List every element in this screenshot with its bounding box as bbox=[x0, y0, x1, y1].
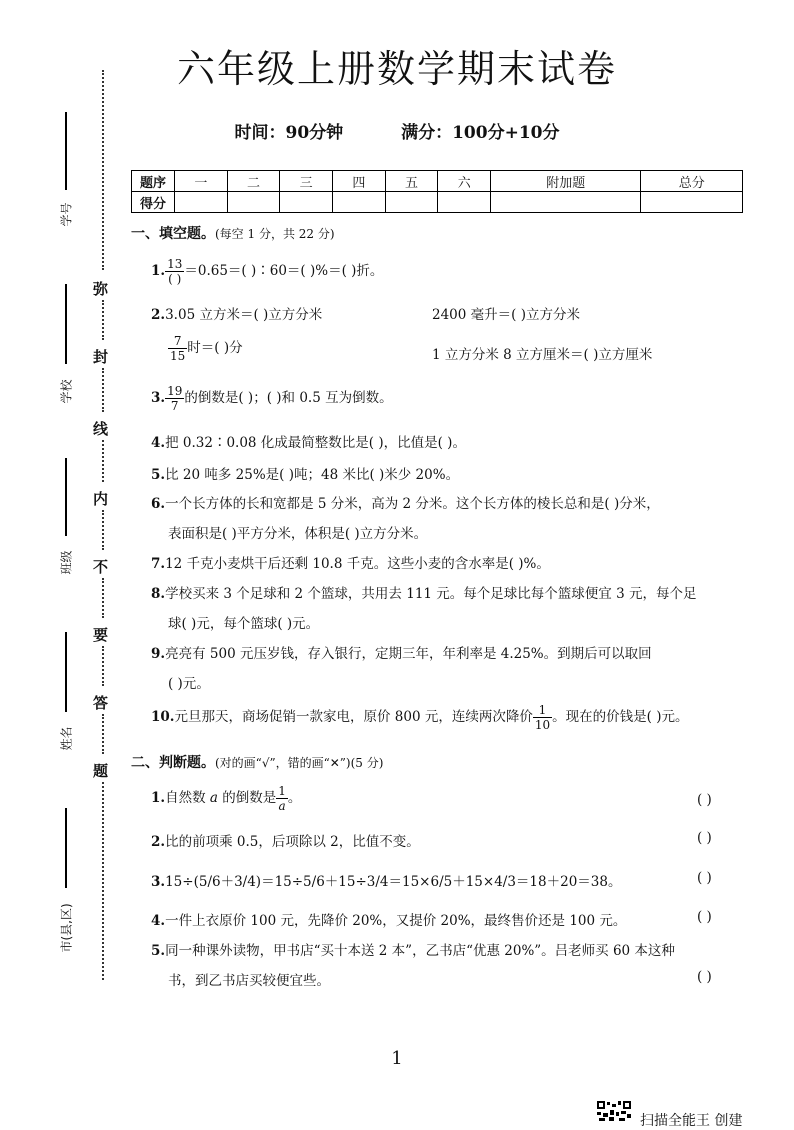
question-number: 2. bbox=[151, 307, 166, 323]
numerator: 19 bbox=[167, 384, 183, 398]
field-label: 学号 bbox=[59, 202, 74, 227]
score-cell[interactable] bbox=[641, 192, 743, 213]
judge-1 bbox=[151, 784, 301, 813]
field-label: 班级 bbox=[59, 550, 74, 575]
question-3 bbox=[151, 384, 393, 413]
judge-5a bbox=[151, 939, 675, 959]
col-header: 四 bbox=[333, 171, 386, 192]
col-header: 一 bbox=[175, 171, 228, 192]
question-number: 5. bbox=[151, 467, 166, 483]
question-text: 自然数 bbox=[165, 790, 210, 806]
section-note: (对的画“√”，错的画“✕”)(5 分) bbox=[215, 756, 384, 770]
field-underline bbox=[65, 808, 67, 888]
col-header: 五 bbox=[385, 171, 438, 192]
question-2d bbox=[432, 343, 652, 363]
question-text: 书，到乙书店买较便宜些。 bbox=[168, 973, 330, 989]
section-title: 一、填空题。 bbox=[131, 226, 215, 242]
dotted-line bbox=[102, 440, 104, 482]
page-title: 六年级上册数学期末试卷 bbox=[176, 47, 617, 91]
binding-char: 要 bbox=[93, 626, 109, 644]
question-text: 一件上衣原价 100 元，先降价 20%，又提价 20%，最终售价还是 100 元。 bbox=[165, 913, 627, 929]
field-label: 姓名 bbox=[59, 726, 74, 751]
fraction bbox=[165, 384, 184, 413]
row-label-order: 题序 bbox=[132, 171, 175, 192]
question-text: 亮亮有 500 元压岁钱，存入银行，定期三年，年利率是 4.25%。到期后可以取回 bbox=[165, 646, 652, 662]
question-text: 把 0.32∶0.08 化成最简整数比是( )，比值是( )。 bbox=[165, 435, 466, 451]
question-text: 时＝( )分 bbox=[187, 340, 243, 356]
scanner-watermark: 扫描全能王 创建 bbox=[640, 1113, 743, 1129]
question-2b bbox=[432, 303, 580, 323]
question-text: 。 bbox=[287, 790, 302, 806]
answer-paren[interactable]: ( ) bbox=[697, 870, 712, 886]
score-cell[interactable] bbox=[280, 192, 333, 213]
dotted-line bbox=[102, 368, 104, 412]
question-6b bbox=[168, 522, 427, 542]
question-text: 12 千克小麦烘干后还剩 10.8 千克。这些小麦的含水率是( )%。 bbox=[165, 556, 550, 572]
question-number: 3. bbox=[151, 874, 166, 890]
col-header: 附加题 bbox=[491, 171, 641, 192]
dotted-line bbox=[102, 70, 104, 270]
time-label: 时间：90分钟 bbox=[234, 123, 344, 143]
question-5 bbox=[151, 463, 459, 483]
binding-char: 线 bbox=[93, 420, 109, 438]
question-6a bbox=[151, 492, 660, 512]
page-number: 1 bbox=[391, 1048, 403, 1069]
qr-code-icon bbox=[597, 1101, 631, 1125]
answer-paren[interactable]: ( ) bbox=[697, 969, 712, 985]
question-text: 比的前项乘 0.5，后项除以 2，比值不变。 bbox=[165, 834, 420, 850]
binding-char: 内 bbox=[93, 490, 109, 508]
answer-paren[interactable]: ( ) bbox=[697, 792, 712, 808]
fraction bbox=[276, 784, 288, 813]
denominator: a bbox=[278, 799, 286, 813]
binding-char: 答 bbox=[93, 694, 109, 712]
score-cell[interactable] bbox=[438, 192, 491, 213]
numerator: 1 bbox=[533, 703, 552, 718]
denominator: 15 bbox=[170, 349, 186, 363]
field-label: 市(县,区) bbox=[59, 903, 74, 953]
question-text: 3.05 立方米＝( )立方分米 bbox=[165, 307, 323, 323]
score-label: 满分：100分+10分 bbox=[401, 123, 560, 143]
judge-3 bbox=[151, 870, 621, 890]
question-text: 元旦那天，商场促销一款家电，原价 800 元，连续两次降价 bbox=[174, 709, 533, 725]
question-number: 4. bbox=[151, 435, 166, 451]
binding-char: 封 bbox=[93, 348, 109, 366]
question-text: 同一种课外读物，甲书店“买十本送 2 本”，乙书店“优惠 20%”。吕老师买 60 本这种 bbox=[165, 943, 675, 959]
question-4 bbox=[151, 431, 466, 451]
question-text: 2400 毫升＝( )立方分米 bbox=[432, 307, 580, 323]
question-8b bbox=[168, 612, 319, 632]
question-text: 1 立方分米 8 立方厘米＝( )立方厘米 bbox=[432, 347, 653, 363]
question-text: 球( )元，每个篮球( )元。 bbox=[168, 616, 320, 632]
field-underline bbox=[65, 112, 67, 190]
binding-char: 题 bbox=[93, 762, 109, 780]
variable: a bbox=[209, 790, 218, 806]
numerator: 1 bbox=[278, 784, 286, 798]
dotted-line bbox=[102, 646, 104, 686]
question-text: 学校买来 3 个足球和 2 个篮球，共用去 111 元。每个足球比每个篮球便宜 3 元，每个足 bbox=[165, 586, 697, 602]
score-table-score-row bbox=[132, 192, 743, 213]
col-header: 二 bbox=[227, 171, 280, 192]
denominator: 10 bbox=[534, 718, 551, 732]
question-7 bbox=[151, 552, 550, 572]
field-underline bbox=[65, 284, 67, 364]
question-2c bbox=[168, 334, 243, 363]
dotted-line bbox=[102, 300, 104, 340]
question-9a bbox=[151, 642, 652, 662]
question-text: 的倒数是( )；( )和 0.5 互为倒数。 bbox=[184, 390, 393, 406]
question-number: 6. bbox=[151, 496, 166, 512]
numerator: 7 bbox=[168, 334, 187, 349]
question-text: 表面积是( )平方分米，体积是( )立方分米。 bbox=[168, 526, 428, 542]
fraction bbox=[165, 257, 184, 286]
question-number: 2. bbox=[151, 834, 166, 850]
col-header: 总分 bbox=[641, 171, 743, 192]
question-number: 1. bbox=[151, 790, 166, 806]
question-number: 4. bbox=[151, 913, 166, 929]
question-number: 1. bbox=[151, 263, 166, 279]
question-9b bbox=[168, 672, 210, 692]
col-header: 六 bbox=[438, 171, 491, 192]
question-1 bbox=[151, 257, 383, 286]
score-cell[interactable] bbox=[227, 192, 280, 213]
dotted-line bbox=[102, 714, 104, 754]
exam-info bbox=[0, 118, 794, 143]
field-underline bbox=[65, 458, 67, 536]
question-text: ＝0.65＝( )∶60＝( )%＝( )折。 bbox=[184, 263, 384, 279]
question-number: 8. bbox=[151, 586, 166, 602]
question-number: 9. bbox=[151, 646, 166, 662]
field-label: 学校 bbox=[59, 379, 74, 404]
score-table-header-row bbox=[132, 171, 743, 192]
question-text: 的倒数是 bbox=[217, 790, 277, 806]
col-header: 三 bbox=[280, 171, 333, 192]
section-fill-in bbox=[131, 223, 335, 243]
dotted-line bbox=[102, 578, 104, 618]
question-number: 10. bbox=[151, 709, 175, 725]
question-number: 3. bbox=[151, 390, 166, 406]
fraction bbox=[168, 334, 187, 363]
question-number: 7. bbox=[151, 556, 166, 572]
dotted-line bbox=[102, 782, 104, 980]
question-text: 一个长方体的长和宽都是 5 分米，高为 2 分米。这个长方体的棱长总和是( )分米， bbox=[165, 496, 660, 512]
numerator: 13 bbox=[167, 257, 183, 271]
row-label-score: 得分 bbox=[132, 192, 175, 213]
question-text: ( )元。 bbox=[168, 676, 210, 692]
judge-5b bbox=[168, 969, 330, 989]
question-8a bbox=[151, 582, 696, 602]
fraction bbox=[533, 703, 552, 732]
dotted-line bbox=[102, 510, 104, 550]
question-10 bbox=[151, 703, 688, 732]
score-cell[interactable] bbox=[491, 192, 641, 213]
score-cell[interactable] bbox=[385, 192, 438, 213]
question-text: 。现在的价钱是( )元。 bbox=[552, 709, 689, 725]
score-table bbox=[131, 170, 743, 213]
answer-paren[interactable]: ( ) bbox=[697, 830, 712, 846]
binding-char: 弥 bbox=[93, 280, 109, 298]
binding-char: 不 bbox=[93, 558, 109, 576]
denominator: ( ) bbox=[168, 272, 182, 286]
section-true-false bbox=[131, 752, 383, 772]
score-cell[interactable] bbox=[333, 192, 386, 213]
section-title: 二、判断题。 bbox=[131, 755, 215, 771]
question-2a bbox=[151, 303, 322, 323]
score-cell[interactable] bbox=[175, 192, 228, 213]
section-note: (每空 1 分，共 22 分) bbox=[215, 227, 335, 241]
judge-4 bbox=[151, 909, 626, 929]
question-text: 比 20 吨多 25%是( )吨；48 米比( )米少 20%。 bbox=[165, 467, 460, 483]
question-number: 5. bbox=[151, 943, 166, 959]
field-underline bbox=[65, 632, 67, 712]
judge-2 bbox=[151, 830, 420, 850]
denominator: 7 bbox=[170, 399, 179, 413]
question-text: 15÷(5/6＋3/4)＝15÷5/6＋15÷3/4＝15×6/5＋15×4/3＝18＋20＝38。 bbox=[165, 874, 622, 890]
answer-paren[interactable]: ( ) bbox=[697, 909, 712, 925]
